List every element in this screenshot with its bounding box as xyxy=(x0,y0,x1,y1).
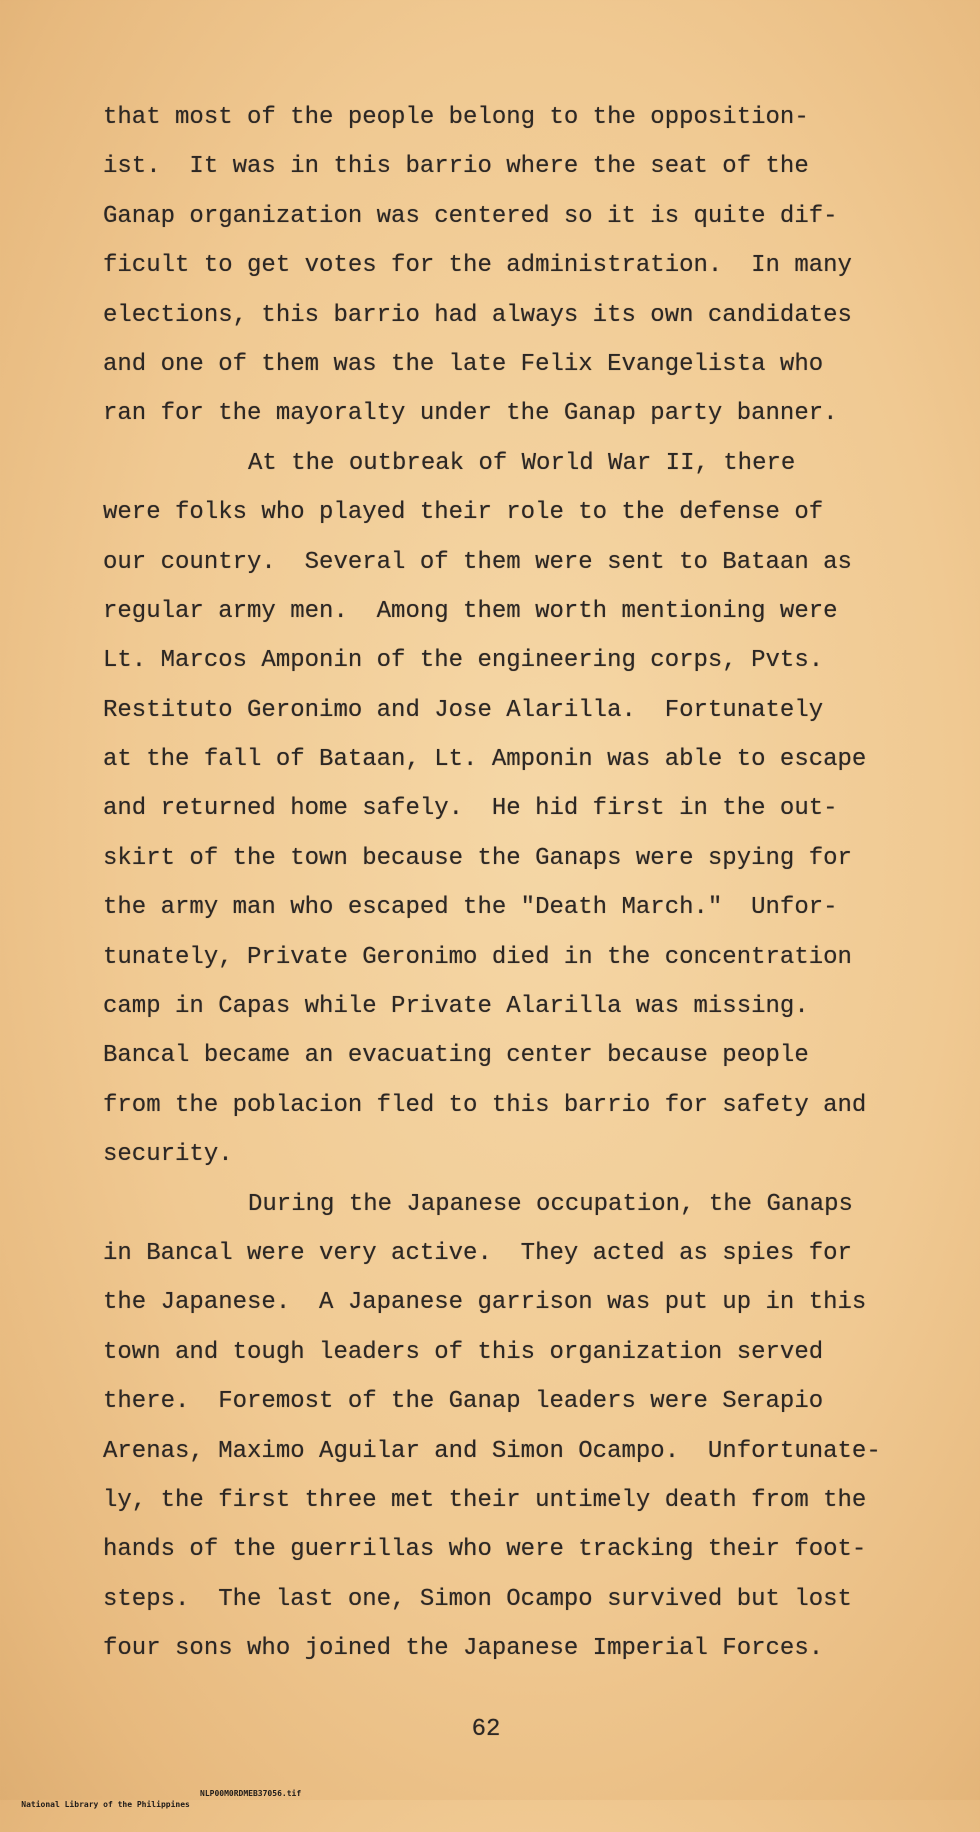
text-line: the army man who escaped the "Death March." Unfor- xyxy=(103,894,838,922)
text-line: hands of the guerrillas who were tracking their foot- xyxy=(103,1536,867,1564)
text-line: Lt. Marcos Amponin of the engineering corps, Pvts. xyxy=(103,647,824,675)
scan-footer xyxy=(2,1788,302,1809)
text-line: and one of them was the late Felix Evangelista who xyxy=(103,350,824,378)
text-line: Arenas, Maximo Aguilar and Simon Ocampo. Unfortunate- xyxy=(103,1437,881,1465)
text-line: at the fall of Bataan, Lt. Amponin was able to escape xyxy=(103,746,867,774)
text-line: from the poblacion fled to this barrio for safety and xyxy=(103,1091,867,1119)
text-line: were folks who played their role to the defense of xyxy=(103,499,824,527)
text-line: elections, this barrio had always its own candidates xyxy=(103,301,852,329)
page-number: 62 xyxy=(471,1716,501,1743)
body-text xyxy=(103,93,963,1674)
text-line: skirt of the town because the Ganaps were spying for xyxy=(103,844,852,872)
footer-library-name: National Library of the Philippines xyxy=(21,1800,190,1809)
text-line: there. Foremost of the Ganap leaders were Serapio xyxy=(103,1388,824,1416)
text-line: that most of the people belong to the opposition- xyxy=(103,104,809,131)
text-line: During the Japanese occupation, the Ganaps xyxy=(248,1190,853,1218)
text-line: Bancal became an evacuating center because people xyxy=(103,1042,809,1070)
text-line: ficult to get votes for the administration. In many xyxy=(103,252,852,280)
text-line: security. xyxy=(103,1141,233,1169)
text-line: steps. The last one, Simon Ocampo survived but lost xyxy=(103,1585,852,1613)
text-line: ran for the mayoralty under the Ganap party banner. xyxy=(103,400,838,428)
paragraph xyxy=(103,93,963,439)
paragraph xyxy=(103,1180,963,1674)
text-line: ist. It was in this barrio where the seat of the xyxy=(103,153,809,181)
text-line: town and tough leaders of this organization served xyxy=(103,1338,824,1366)
text-line: At the outbreak of World War II, there xyxy=(248,449,796,477)
text-line: Restituto Geronimo and Jose Alarilla. Fortunately xyxy=(103,696,824,724)
text-line: four sons who joined the Japanese Imperial Forces. xyxy=(103,1635,824,1663)
text-line: and returned home safely. He hid first in the out- xyxy=(103,795,838,823)
text-line: the Japanese. A Japanese garrison was put up in this xyxy=(103,1289,867,1317)
text-line: camp in Capas while Private Alarilla was missing. xyxy=(103,993,809,1021)
text-line: tunately, Private Geronimo died in the concentration xyxy=(103,943,852,971)
text-line: ly, the first three met their untimely death from the xyxy=(103,1486,867,1514)
text-line: regular army men. Among them worth mentioning were xyxy=(103,597,838,625)
text-line: Ganap organization was centered so it is quite dif- xyxy=(103,202,838,230)
footer-filename: NLP00M0RDMEB37056.tif xyxy=(200,1789,302,1798)
text-line: in Bancal were very active. They acted as spies for xyxy=(103,1239,852,1267)
text-line: our country. Several of them were sent to Bataan as xyxy=(103,548,852,576)
paragraph xyxy=(103,439,963,1180)
